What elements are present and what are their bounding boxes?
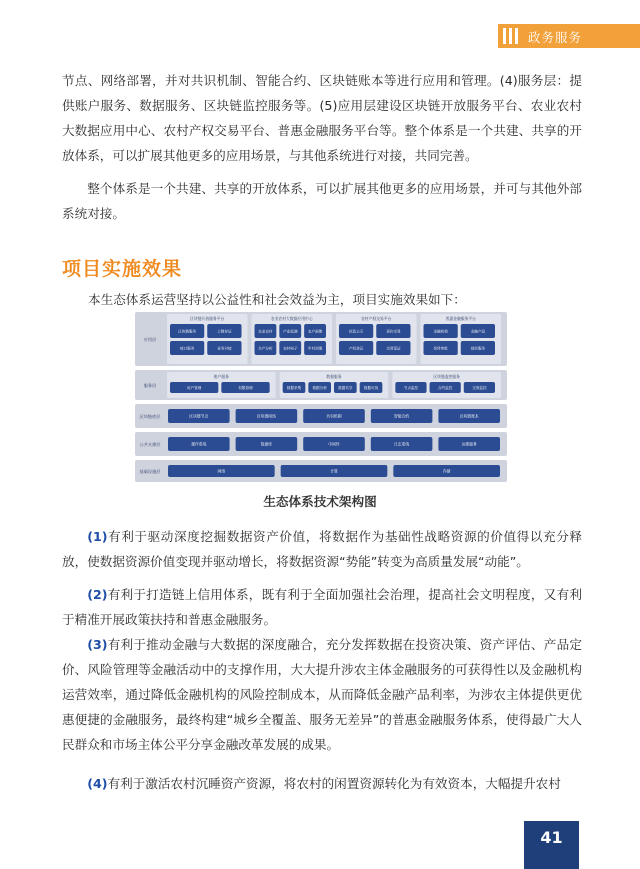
diagram-item-label: 区块链网络 <box>256 413 276 419</box>
diagram-group-title: 农村产权交易平台 <box>361 316 392 321</box>
paragraph-2: 整个体系是一个共建、共享的开放体系，可以扩展其他更多的应用场景，并可与其他外部系统对接。 <box>62 181 582 221</box>
header-stripes-icon <box>503 28 521 48</box>
point-3 <box>62 632 582 757</box>
diagram-item-label: 日志系统 <box>394 441 410 447</box>
diagram-item-label: 存储 <box>442 468 451 474</box>
diagram-row-label: 服务层 <box>143 383 157 388</box>
point-text: 有利于推动金融与大数据的深度融合，充分发挥数据在投资决策、资产评估、产品定价、风险管理等金融活动中的支撑作用，大大提升涉农主体金融服务的可获得性以及金融机构运营效率，通过降低金融机构的风险控制成本，从而降低金融产品利率，为涉农主体提供更优惠便捷的金融服务，最终构建“城乡全覆盖、服务无差异”的普惠金融服务体系，使得最广大人民群众和市场主体公平分享金融改革发展的成果。 <box>62 637 582 752</box>
diagram-item-label: 交易鉴证 <box>386 346 401 351</box>
diagram-group-title: 账户服务 <box>213 374 229 379</box>
diagram-item-label: 信息公示 <box>348 329 364 334</box>
page-number: 41 <box>524 821 579 869</box>
intro-text: 本生态体系运营坚持以公益性和社会效益为主，项目实施效果如下： <box>88 292 466 307</box>
diagram-row-label: 应用层 <box>143 337 157 342</box>
point-1 <box>62 524 582 574</box>
diagram-item-label: 网络 <box>217 468 226 474</box>
point-2 <box>62 582 582 632</box>
diagram-group <box>252 314 333 364</box>
diagram-row-label: 公共支撑层 <box>139 442 161 447</box>
diagram-item-label: 竞价交易 <box>386 329 401 334</box>
diagram-item-label: 产权登记 <box>348 346 364 351</box>
diagram-item-label: 智能合约 <box>394 413 410 419</box>
diagram-item-label: 金融机构 <box>433 329 448 334</box>
point-number: (4) <box>87 776 108 791</box>
diagram-item-label: 生产分析 <box>258 346 273 351</box>
diagram-item-label: 产业监测 <box>283 329 298 334</box>
diagram-item-label: 授信服务 <box>470 346 486 351</box>
diagram-item-label: 农村电子 <box>283 346 298 351</box>
diagram-item-label: 乡村治理 <box>307 346 323 351</box>
paragraph-1: 节点、网络部署，并对共识机制、智能合约、区块链账本等进行应用和管理。(4)服务层：提供账户服务、数据服务、区块链监控服务等。(5)应用层建设区块链开放服务平台、农业农村大数据应用中心、农村产权交易平台、普惠金融服务平台等。整个体系是一个共建、共享的开放体系，可以扩展其他更多的应用场景，与其他系统进行对接，共同完善。 <box>62 73 582 163</box>
diagram-item-label: 节点监控 <box>403 386 419 390</box>
diagram-item-label: 运维服务 <box>461 441 477 447</box>
diagram-item-label: 用户管理 <box>186 386 202 390</box>
diagram-group-title: 区块链开放服务平台 <box>190 316 225 321</box>
diagram-item-label: 数据共享 <box>338 386 353 390</box>
diagram-group <box>336 314 417 364</box>
diagram-group <box>167 314 248 364</box>
diagram-item-label: 接口服务 <box>179 346 195 351</box>
diagram-group-title: 数据服务 <box>326 374 342 379</box>
diagram-row-label: 区块链底层 <box>139 414 161 419</box>
diagram-item-label: 数据可视 <box>363 386 379 390</box>
diagram-item-label: 权限管理 <box>238 386 253 390</box>
diagram-item-label: 农户画像 <box>307 329 323 334</box>
architecture-diagram <box>135 312 507 484</box>
point-number: (3) <box>87 637 108 652</box>
header-title: 政务服务 <box>528 30 583 45</box>
section-header-tab <box>498 24 640 48</box>
diagram-item-label: 合约监控 <box>437 386 453 390</box>
diagram-item-label: 区块链账本 <box>459 413 479 419</box>
diagram-item-label: 计算 <box>330 468 338 474</box>
point-text: 有利于打造链上信用体系，既有利于全面加强社会治理，提高社会文明程度，又有利于精准开展政策扶持和普惠金融服务。 <box>62 587 582 627</box>
diagram-group-title: 农业农村大数据应用中心 <box>270 316 313 321</box>
diagram-row-label: 基础设施层 <box>139 469 161 474</box>
diagram-group-title: 普惠金融服务平台 <box>445 316 476 321</box>
diagram-item-label: 农业农村 <box>258 329 273 334</box>
diagram-item-label: 上链存证 <box>217 329 232 334</box>
diagram-item-label: 业务对接 <box>217 346 232 351</box>
diagram-item-label: 共识机制 <box>326 413 342 419</box>
diagram-caption: 生态体系技术架构图 <box>263 494 377 509</box>
section-title: 项目实施效果 <box>62 258 183 280</box>
diagram-item-label: 操作系统 <box>191 441 207 447</box>
diagram-group <box>421 314 502 364</box>
diagram-item-label: 信贷审批 <box>433 346 448 351</box>
point-number: (2) <box>87 587 108 602</box>
diagram-item-label: 数据库 <box>260 441 273 447</box>
diagram-item-label: 金融产品 <box>470 329 486 334</box>
point-text: 有利于激活农村沉睡资产资源，将农村的闲置资源转化为有效资本，大幅提升农村 <box>107 776 561 791</box>
diagram-item-label: 区块链节点 <box>189 413 209 419</box>
diagram-item-label: 数据采集 <box>286 386 302 390</box>
point-text: 有利于驱动深度挖掘数据资产价值，将数据作为基础性战略资源的价值得以充分释放，使数据资源价值变现并驱动增长，将数据资源“势能”转变为高质量发展“动能”。 <box>62 529 582 569</box>
diagram-item-label: 中间件 <box>328 441 340 447</box>
diagram-group-title: 区块链监控服务 <box>433 374 460 379</box>
diagram-item-label: 数据分析 <box>312 386 327 390</box>
point-4 <box>62 771 582 796</box>
diagram-item-label: 交易监控 <box>472 386 487 390</box>
point-number: (1) <box>87 529 108 544</box>
diagram-item-label: 区块链服务 <box>178 329 197 334</box>
